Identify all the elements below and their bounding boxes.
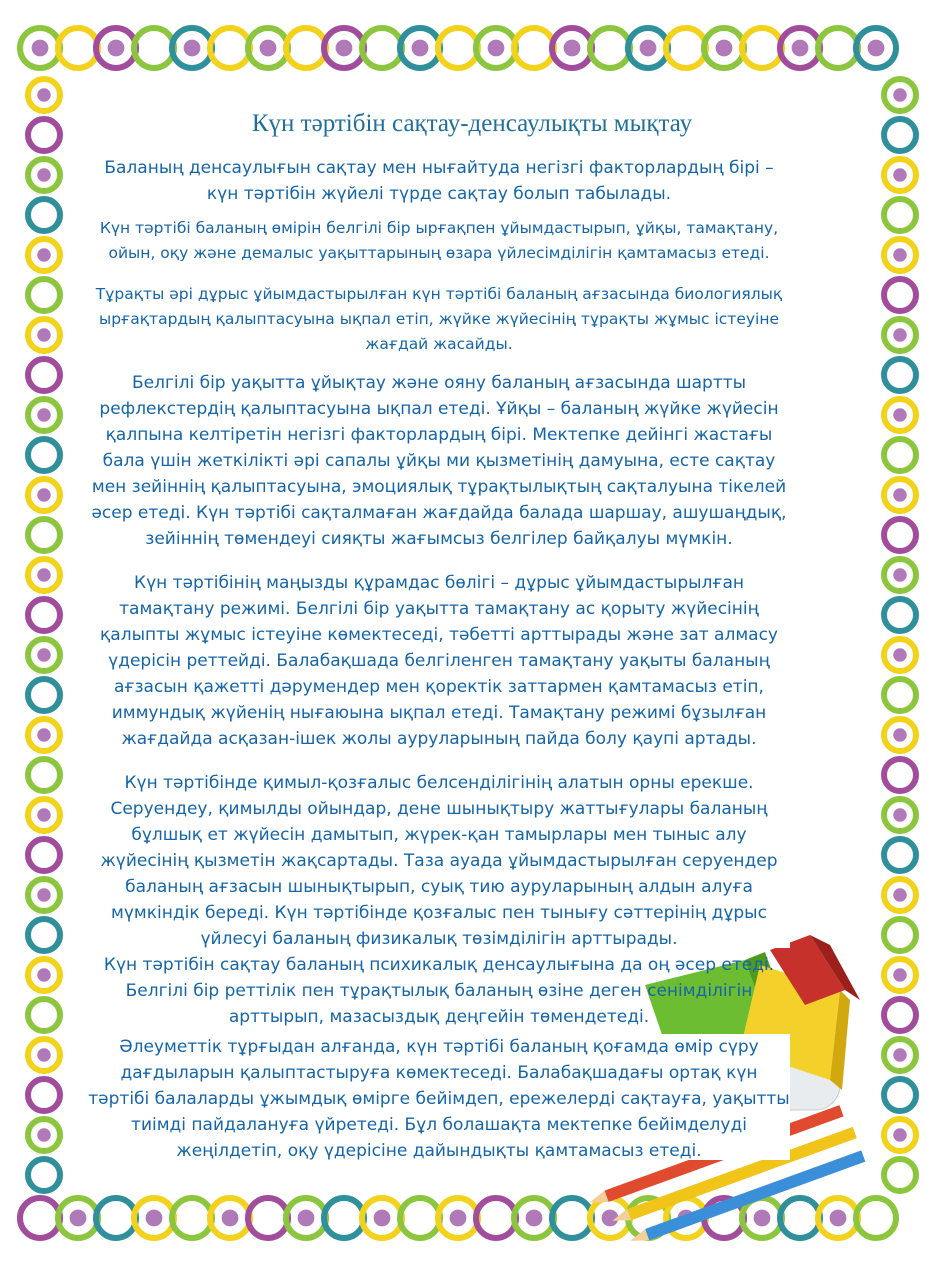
chain-ring bbox=[400, 1198, 440, 1238]
chain-dot bbox=[488, 40, 505, 57]
chain-ring bbox=[884, 599, 916, 631]
chain-ring bbox=[58, 28, 98, 68]
chain-ring bbox=[134, 28, 174, 68]
chain-dot bbox=[792, 40, 809, 57]
chain-ring bbox=[248, 1198, 288, 1238]
chain-ring bbox=[28, 439, 60, 471]
chain-dot bbox=[37, 168, 50, 181]
chain-ring bbox=[28, 199, 60, 231]
chain-ring bbox=[286, 28, 326, 68]
chain-dot bbox=[374, 1210, 391, 1227]
chain-dot bbox=[37, 1048, 50, 1061]
chain-dot bbox=[640, 40, 657, 57]
chain-dot bbox=[754, 1210, 771, 1227]
chain-ring bbox=[172, 1198, 212, 1238]
chain-dot bbox=[893, 488, 906, 501]
chain-ring bbox=[438, 28, 478, 68]
page-title: Күн тәртібін сақтау-денсаулықты мықтау bbox=[251, 110, 693, 137]
chain-dot bbox=[184, 40, 201, 57]
chain-dot bbox=[37, 248, 50, 261]
chain-ring bbox=[28, 519, 60, 551]
chain-dot bbox=[893, 1128, 906, 1141]
chain-ring bbox=[28, 1079, 60, 1111]
sleep-paragraph: Белгілі бір уақытта ұйықтау және ояну баланың ағзасында шартты рефлекстердің қалыптасуына ықпал етеді. Ұйқы – баланың жүйке жүйесін қалпына келтіретін негізгі факторлардың бірі. Мектепке дейінгі жастағы бала үшін жеткілікті әрі сапалы ұйқы ми қызметінің дамуына, есте сақтау мен зейіннің қалыптасуына, эмоциялық тұрақтылықтың сақталуына тікелей әсер етеді. Күн тәртібі сақталмаған жағдайда балада шаршау, ашушаңдық, зейіннің төмендеуі сияқты жағымсыз белгілер байқалуы мүмкін. bbox=[91, 373, 787, 549]
chain-dot bbox=[37, 328, 50, 341]
chain-ring bbox=[666, 28, 706, 68]
chain-ring bbox=[884, 759, 916, 791]
chain-dot bbox=[716, 40, 733, 57]
chain-ring bbox=[884, 519, 916, 551]
chain-ring bbox=[742, 28, 782, 68]
chain-ring bbox=[856, 1198, 896, 1238]
chain-dot bbox=[893, 888, 906, 901]
chain-dot bbox=[260, 40, 277, 57]
chain-ring bbox=[28, 119, 60, 151]
chain-ring bbox=[28, 279, 60, 311]
chain-ring bbox=[780, 1198, 820, 1238]
chain-ring bbox=[324, 1198, 364, 1238]
chain-ring bbox=[590, 28, 630, 68]
chain-dot bbox=[893, 88, 906, 101]
chain-dot bbox=[37, 968, 50, 981]
psychological-health-paragraph: Күн тәртібін сақтау баланың психикалық денсаулығына да оң әсер етеді. Белгілі бір реттілік пен тұрақтылық баланың өзіне деген сенімділігін арттырып, мазасыздық деңгейін төмендетеді. bbox=[103, 955, 775, 1027]
chain-dot bbox=[70, 1210, 87, 1227]
chain-dot bbox=[37, 808, 50, 821]
chain-ring bbox=[884, 199, 916, 231]
chain-dot bbox=[298, 1210, 315, 1227]
sleep-and-nutrition-section bbox=[88, 370, 790, 750]
routine-intro-paragraph: Күн тәртібі баланың өмірін белгілі бір ырғақпен ұйымдастырып, ұйқы, тамақтану, ойын, оқу және демалыс уақыттарының өзара үйлесімділігін қамтамасыз етеді. bbox=[99, 219, 779, 262]
chain-ring bbox=[476, 1198, 516, 1238]
social-skills-paragraph: Әлеуметтік тұрғыдан алғанда, күн тәртібі баланың қоғамда өмір сүру дағдыларын қалыптастыруға көмектеседі. Балабақшадағы ортақ күн тәртібі балаларды ұжымдық өмірге бейімдеп, ережелерді сақтауға, уақытты тиімді пайдалануға үйретеді. Бұл болашақта мектепке бейімделуді жеңілдетіп, оқу үдерісіне дайындықты қамтамасыз етеді. bbox=[88, 1034, 790, 1160]
chain-dot bbox=[222, 1210, 239, 1227]
chain-dot bbox=[893, 408, 906, 421]
chain-ring bbox=[28, 999, 60, 1031]
chain-dot bbox=[893, 248, 906, 261]
chain-ring bbox=[884, 119, 916, 151]
nutrition-paragraph: Күн тәртібінің маңызды құрамдас бөлігі – дұрыс ұйымдастырылған тамақтану режимі. Белгілі бір уақытта тамақтану ас қорыту жүйесінің қалыпты жұмыс істеуіне көмектеседі, тәбетті арттырады және зат алмасу үдерісін реттейді. Балабақшада белгіленген тамақтану уақыты баланың ағзасын қажетті дәрумендер мен қоректік заттармен қамтамасыз етіп, иммундық жүйенің нығаюына ықпал етеді. Тамақтану режимі бұзылған жағдайда асқазан-ішек жолы ауруларының пайда болу қаупі артады. bbox=[100, 573, 778, 749]
chain-ring bbox=[28, 919, 60, 951]
lead-paragraph: Баланың денсаулығын сақтау мен нығайтуда негізгі факторлардың бірі – күн тәртібін жүйелі түрде сақтау болып табылады. bbox=[88, 155, 790, 207]
chain-ring bbox=[28, 839, 60, 871]
chain-dot bbox=[146, 1210, 163, 1227]
chain-ring bbox=[884, 679, 916, 711]
chain-dot bbox=[412, 40, 429, 57]
chain-dot bbox=[526, 1210, 543, 1227]
chain-dot bbox=[893, 168, 906, 181]
chain-ring bbox=[884, 919, 916, 951]
chain-dot bbox=[893, 728, 906, 741]
chain-dot bbox=[450, 1210, 467, 1227]
chain-dot bbox=[37, 648, 50, 661]
chain-ring bbox=[884, 999, 916, 1031]
chain-ring bbox=[514, 28, 554, 68]
chain-ring bbox=[210, 28, 250, 68]
chain-dot bbox=[37, 888, 50, 901]
physical-activity-paragraph: Күн тәртібінде қимыл-қозғалыс белсенділігінің алатын орны ерекше. Серуендеу, қимылды ойындар, дене шынықтыру жаттығулары баланың бұлшық ет жүйесін дамытып, жүрек-қан тамырлары мен тыныс алу жүйесінің қызметін жақсартады. Таза ауада ұйымдастырылған серуендер баланың ағзасын шынықтырып, суық тию ауруларының алдын алуға мүмкіндік береді. Күн тәртібінде қозғалыс пен тынығу сәттерінің дұрыс үйлесуі баланың физикалық төзімділігін арттырады. bbox=[88, 770, 790, 948]
chain-dot bbox=[893, 328, 906, 341]
chain-dot bbox=[37, 728, 50, 741]
chain-dot bbox=[108, 40, 125, 57]
chain-dot bbox=[893, 808, 906, 821]
chain-dot bbox=[893, 1048, 906, 1061]
chain-dot bbox=[37, 1128, 50, 1141]
chain-dot bbox=[893, 568, 906, 581]
chain-dot bbox=[37, 568, 50, 581]
biorhythm-paragraph: Тұрақты әрі дұрыс ұйымдастырылған күн тәртібі баланың ағзасында биологиялық ырғақтардың қалыптасуына ықпал етіп, жүйке жүйесінің тұрақты жұмыс істеуіне жағдай жасайды. bbox=[95, 285, 783, 353]
chain-ring bbox=[28, 1159, 60, 1191]
chain-dot bbox=[564, 40, 581, 57]
chain-ring bbox=[28, 359, 60, 391]
chain-ring bbox=[20, 1198, 60, 1238]
chain-dot bbox=[37, 408, 50, 421]
chain-dot bbox=[37, 488, 50, 501]
chain-ring bbox=[884, 839, 916, 871]
chain-ring bbox=[28, 679, 60, 711]
chain-ring bbox=[884, 1159, 916, 1191]
chain-dot bbox=[37, 88, 50, 101]
chain-ring bbox=[28, 599, 60, 631]
chain-dot bbox=[830, 1210, 847, 1227]
chain-ring bbox=[884, 359, 916, 391]
chain-dot bbox=[32, 40, 49, 57]
chain-ring bbox=[552, 1198, 592, 1238]
chain-ring bbox=[96, 1198, 136, 1238]
chain-ring bbox=[818, 28, 858, 68]
chain-dot bbox=[893, 648, 906, 661]
chain-ring bbox=[362, 28, 402, 68]
chain-dot bbox=[336, 40, 353, 57]
chain-ring bbox=[884, 439, 916, 471]
chain-ring bbox=[28, 759, 60, 791]
chain-dot bbox=[893, 968, 906, 981]
chain-dot bbox=[868, 40, 885, 57]
chain-ring bbox=[884, 1079, 916, 1111]
chain-ring bbox=[884, 279, 916, 311]
